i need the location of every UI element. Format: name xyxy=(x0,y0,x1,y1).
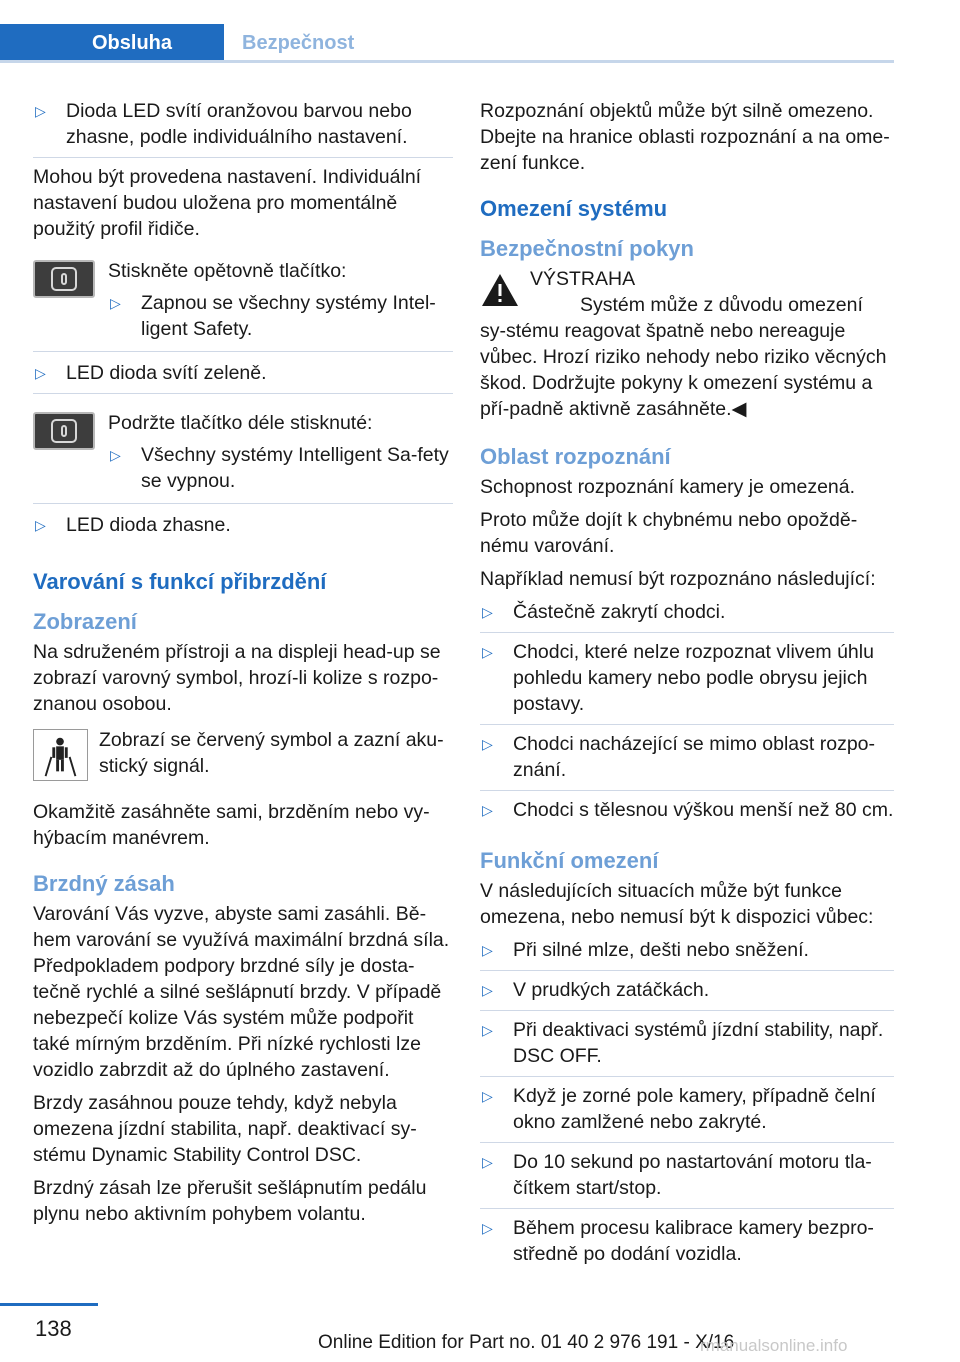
functional-limits-list xyxy=(480,937,894,1274)
list-item xyxy=(33,360,453,394)
list-item-text: Chodci nacházející se mimo oblast rozpo‐znání. xyxy=(513,733,875,781)
left-column xyxy=(33,98,453,1234)
subsection-heading: Bezpečnostní pokyn xyxy=(480,236,694,261)
list-item-text: Chodci, které nelze rozpoznat vlivem úhlu pohledu kamery nebo podle obrysu jejich postavy. xyxy=(513,641,874,715)
divider xyxy=(33,503,453,504)
paragraph: Mohou být provedena nastavení. Individuální nastavení budou uložena pro momentálně použitý profil řidiče. xyxy=(33,166,422,240)
button-instruction xyxy=(33,258,453,349)
right-column xyxy=(480,98,894,1280)
section-heading: Varování s funkcí přibrzdění xyxy=(33,569,327,594)
paragraph: Varování Vás vyzve, abyste sami zasáhli. Bě‐hem varování se využívá maximální brzdná síla. Předpokladem podpory brzdné síly je dosta‐tečně rychlé a silné sešlápnutí brzdy. V případě nebezpečí kolize Vás systém může podpořit také mírným brzděním. Při nízké rychlosti lze vozidlo zabrzdit až do úplného zastavení. xyxy=(33,903,450,1081)
list-item-text: Během procesu kalibrace kamery bezpro‐středně po dodání vozidla. xyxy=(513,1217,874,1265)
paragraph: Okamžitě zasáhněte sami, brzděním nebo vy‐hýbacím manévrem. xyxy=(33,801,430,849)
paragraph: V následujících situacích může být funkce omezena, nebo nemusí být k dispozici vůbec: xyxy=(480,880,874,928)
paragraph: Schopnost rozpoznání kamery je omezená. xyxy=(480,476,856,498)
triangle-bullet-icon: ▷ xyxy=(35,517,46,533)
list-item-text: Dioda LED svítí oranžovou barvou nebo zhasne, podle individuálního nastavení. xyxy=(66,100,412,148)
warning-text: Systém může z důvodu omezení sy‐stému reagovat špatně nebo nereaguje vůbec. Hrozí riziko nehody nebo riziko věcných škod. Dodržujte pokyny k omezení systému a pří‐padně aktivně zasáhněte.◀ xyxy=(480,294,887,420)
list-item xyxy=(108,442,453,501)
paragraph: Rozpoznání objektů může být silně omezeno. Dbejte na hranice oblasti rozpoznání a na ome‐zení funkce. xyxy=(480,100,890,174)
header-divider xyxy=(0,60,894,63)
page-header xyxy=(0,0,894,62)
triangle-bullet-icon: ▷ xyxy=(482,1154,493,1170)
footer-rule xyxy=(0,1303,98,1306)
subsection-heading: Brzdný zásah xyxy=(33,871,175,896)
triangle-bullet-icon: ▷ xyxy=(110,295,121,311)
divider xyxy=(33,351,453,352)
triangle-bullet-icon: ▷ xyxy=(482,736,493,752)
paragraph: Brzdy zasáhnou pouze tehdy, když nebyla omezena jízdní stabilita, např. deaktivací sy‐stému Dynamic Stability Control DSC. xyxy=(33,1092,417,1166)
list-item xyxy=(480,1215,894,1274)
list-item-text: Chodci s tělesnou výškou menší než 80 cm. xyxy=(513,799,894,821)
list-item-text: Zapnou se všechny systémy Intel‐ligent Safety. xyxy=(141,292,436,340)
recognition-limits-list xyxy=(480,599,894,830)
triangle-bullet-icon: ▷ xyxy=(482,982,493,998)
list-item xyxy=(480,977,894,1011)
list-item-text: LED dioda zhasne. xyxy=(66,514,231,536)
section-heading: Omezení systému xyxy=(480,196,668,221)
list-item-text: Do 10 sekund po nastartování motoru tla‐čítkem start/stop. xyxy=(513,1151,872,1199)
tab-bezpecnost-label: Bezpečnost xyxy=(242,31,355,54)
paragraph: Proto může dojít k chybnému nebo opoždě‐nému varování. xyxy=(480,509,858,557)
triangle-bullet-icon: ▷ xyxy=(482,1220,493,1236)
warning-symbol-block xyxy=(33,727,453,787)
triangle-bullet-icon: ▷ xyxy=(482,1022,493,1038)
triangle-bullet-icon: ▷ xyxy=(110,447,121,463)
symbol-description: Zobrazí se červený symbol a zazní aku‐stický signál. xyxy=(99,729,444,777)
subsection-heading: Funkční omezení xyxy=(480,848,659,873)
list-item xyxy=(108,290,453,349)
paragraph: Na sdruženém přístroji a na displeji head-up se zobrazí varovný symbol, hrozí-li kolize s rozpo‐znanou osobou. xyxy=(33,641,441,715)
list-item xyxy=(480,1149,894,1209)
subsection-heading: Oblast rozpoznání xyxy=(480,444,671,469)
tab-obsluha[interactable] xyxy=(0,24,224,62)
paragraph: Brzdný zásah lze přerušit sešlápnutím pedálu plynu nebo aktivním pohybem volantu. xyxy=(33,1177,427,1225)
list-item xyxy=(33,512,453,545)
list-item xyxy=(480,731,894,791)
list-item xyxy=(33,98,453,158)
triangle-bullet-icon: ▷ xyxy=(35,365,46,381)
button-instruction xyxy=(33,410,453,501)
list-item xyxy=(480,1017,894,1077)
triangle-bullet-icon: ▷ xyxy=(482,644,493,660)
warning-block xyxy=(480,266,894,422)
triangle-bullet-icon: ▷ xyxy=(482,604,493,620)
list-item xyxy=(480,599,894,633)
instruction-text: Stiskněte opětovně tlačítko: xyxy=(108,260,347,282)
list-item xyxy=(480,937,894,971)
pedestrian-warning-icon xyxy=(33,729,88,781)
list-item xyxy=(480,797,894,830)
list-item-text: V prudkých zatáčkách. xyxy=(513,979,710,1001)
list-item-text: Částečně zakrytí chodci. xyxy=(513,601,726,623)
triangle-bullet-icon: ▷ xyxy=(482,1088,493,1104)
list-item-text: Při deaktivaci systémů jízdní stability, např. DSC OFF. xyxy=(513,1019,884,1067)
list-item xyxy=(480,1083,894,1143)
paragraph: Například nemusí být rozpoznáno následující: xyxy=(480,568,876,590)
triangle-bullet-icon: ▷ xyxy=(482,802,493,818)
tab-bezpecnost[interactable] xyxy=(242,24,354,62)
list-item xyxy=(480,639,894,725)
watermark: rmanualsonline.info xyxy=(700,1336,848,1355)
list-item-text: Při silné mlze, dešti nebo sněžení. xyxy=(513,939,809,961)
page-number: 138 xyxy=(35,1316,72,1341)
list-item-text: LED dioda svítí zeleně. xyxy=(66,362,267,384)
intelligent-safety-button-icon xyxy=(33,412,95,450)
list-item-text: Všechny systémy Intelligent Sa‐fety se vypnou. xyxy=(141,444,449,492)
instruction-text: Podržte tlačítko déle stisknuté: xyxy=(108,412,373,434)
warning-triangle-icon xyxy=(480,272,520,308)
triangle-bullet-icon: ▷ xyxy=(35,103,46,119)
list-item-text: Když je zorné pole kamery, případně čelní okno zamlžené nebo zakryté. xyxy=(513,1085,876,1133)
tab-obsluha-label: Obsluha xyxy=(91,31,172,54)
triangle-bullet-icon: ▷ xyxy=(482,942,493,958)
warning-title: VÝSTRAHA xyxy=(530,268,636,290)
intelligent-safety-button-icon xyxy=(33,260,95,298)
subsection-heading: Zobrazení xyxy=(33,609,137,634)
edition-text: Online Edition for Part no. 01 40 2 976 191 - X/16 xyxy=(318,1332,735,1353)
